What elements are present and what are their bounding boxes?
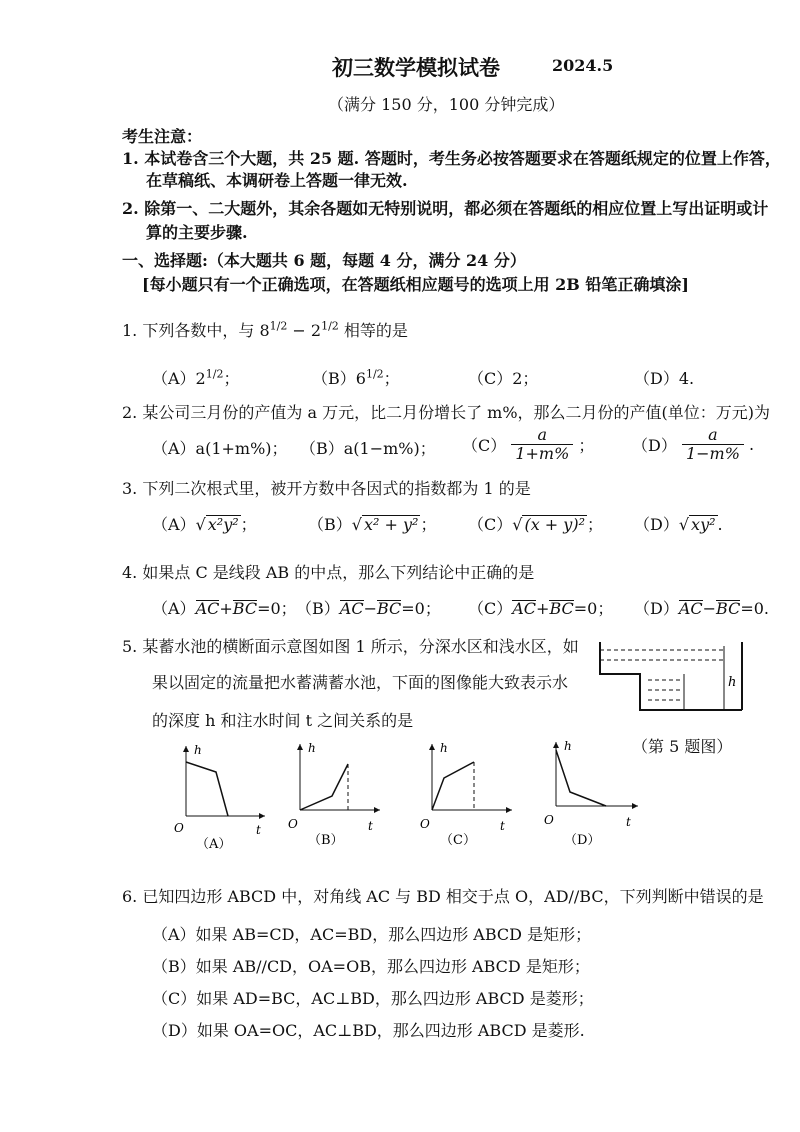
reservoir-h-label: h [728,675,737,690]
graph-d [540,736,650,846]
q4-option-c[interactable]: （C）AC+BC=0； [468,599,614,618]
graph-d-label: （D） [564,833,601,846]
svg-text:h: h [308,741,316,755]
question-6-stem: 6. 已知四边形 ABCD 中，对角线 AC 与 BD 相交于点 O，AD//BC，下列判断中错误的是 [122,887,764,906]
q2-option-a[interactable]: （A）a(1+m%)； [152,439,288,458]
q3-option-b[interactable]: （B）√ x² + y² ； [308,515,437,534]
svg-text:h: h [440,741,448,755]
question-1-stem: 1. 下列各数中，与 $8^{1/2} - 2^{1/2}$ 相等的是 [122,319,408,340]
svg-text:t: t [368,819,373,833]
q4-option-d[interactable]: （D）AC−BC=0. [634,599,770,618]
q4-option-b[interactable]: （B）AC−BC=0； [296,599,441,618]
question-5-line1: 5. 某蓄水池的横断面示意图如图 1 所示，分深水区和浅水区，如 [122,637,579,656]
q3-option-c[interactable]: （C）√ (x + y)² ； [468,515,604,534]
q1-option-a[interactable]: $(A)2^{1/2}$； [152,367,240,388]
note-2-cont: 算的主要步骤. [146,223,248,242]
graph-a [160,740,270,850]
q4-option-a[interactable]: （A）AC+BC=0； [152,599,297,618]
q3-option-a[interactable]: （A）√ x²y² ； [152,515,257,534]
graph-b-label: （B） [308,833,344,848]
q6-option-c[interactable]: （C）如果 AD=BC，AC⊥BD，那么四边形 ABCD 是菱形； [152,989,594,1008]
page-title: 初三数学模拟试卷 [332,55,500,80]
svg-text:h: h [564,739,572,753]
svg-text:O: O [544,813,554,827]
q3-option-d[interactable]: （D）√ xy² . [634,515,723,534]
q6-option-a[interactable]: （A）如果 AB=CD，AC=BD，那么四边形 ABCD 是矩形； [152,925,592,944]
graph-c-label: （C） [440,833,476,848]
question-5-line2: 果以固定的流量把水蓄满蓄水池，下面的图像能大致表示水 [152,673,569,692]
note-1-cont: 在草稿纸、本调研卷上答题一律无效. [146,171,408,190]
q1-option-d[interactable]: （D）4. [634,369,695,388]
q1-option-c[interactable]: （C）2； [468,369,539,388]
note-2: 2. 除第一、二大题外，其余各题如无特别说明，都必须在答题纸的相应位置上写出证明或计 [122,199,769,218]
graph-a-label: （A） [196,837,232,850]
graph-c [412,738,522,848]
svg-text:t: t [256,823,261,837]
q6-option-d[interactable]: （D）如果 OA=OC，AC⊥BD，那么四边形 ABCD 是菱形. [152,1021,585,1040]
q2-option-b[interactable]: （B）a(1−m%)； [300,439,436,458]
svg-text:O: O [288,817,298,831]
reservoir-figure [592,636,752,726]
exam-date: 2024.5 [552,56,614,75]
question-3-stem: 3. 下列二次根式里，被开方数中各因式的指数都为 1 的是 [122,479,531,498]
svg-text:O: O [420,817,430,831]
svg-text:O: O [174,821,184,835]
graph-b [280,738,390,848]
q2-option-d[interactable]: （D） $\frac{a}{1-m\%}$ . [632,425,755,463]
notes-heading: 考生注意： [122,127,203,146]
q1-option-b[interactable]: $(B)6^{1/2}$； [312,367,400,388]
q2-option-c[interactable]: （C） $\frac{a}{1+m\%}$ ； [462,425,595,463]
svg-text:t: t [500,819,505,833]
svg-text:t: t [626,815,631,829]
section-heading: 一、选择题:（本大题共 6 题，每题 4 分，满分 24 分） [122,251,526,270]
note-1: 1. 本试卷含三个大题，共 25 题. 答题时，考生务必按答题要求在答题纸规定的位置上作答， [122,149,781,168]
page-subtitle: （满分 150 分，100 分钟完成） [328,95,565,114]
section-instruction: [每小题只有一个正确选项，在答题纸相应题号的选项上用 2B 铅笔正确填涂] [142,275,689,294]
svg-text:h: h [194,743,202,757]
q6-option-b[interactable]: （B）如果 AB//CD，OA=OB，那么四边形 ABCD 是矩形； [152,957,590,976]
question-5-line3: 的深度 h 和注水时间 t 之间关系的是 [152,711,414,730]
question-2-stem: 2. 某公司三月份的产值为 a 万元，比二月份增长了 m%，那么二月份的产值(单位：万元)为 [122,403,771,422]
figure-caption: （第 5 题图） [632,737,733,756]
question-4-stem: 4. 如果点 C 是线段 AB 的中点，那么下列结论中正确的是 [122,563,535,582]
